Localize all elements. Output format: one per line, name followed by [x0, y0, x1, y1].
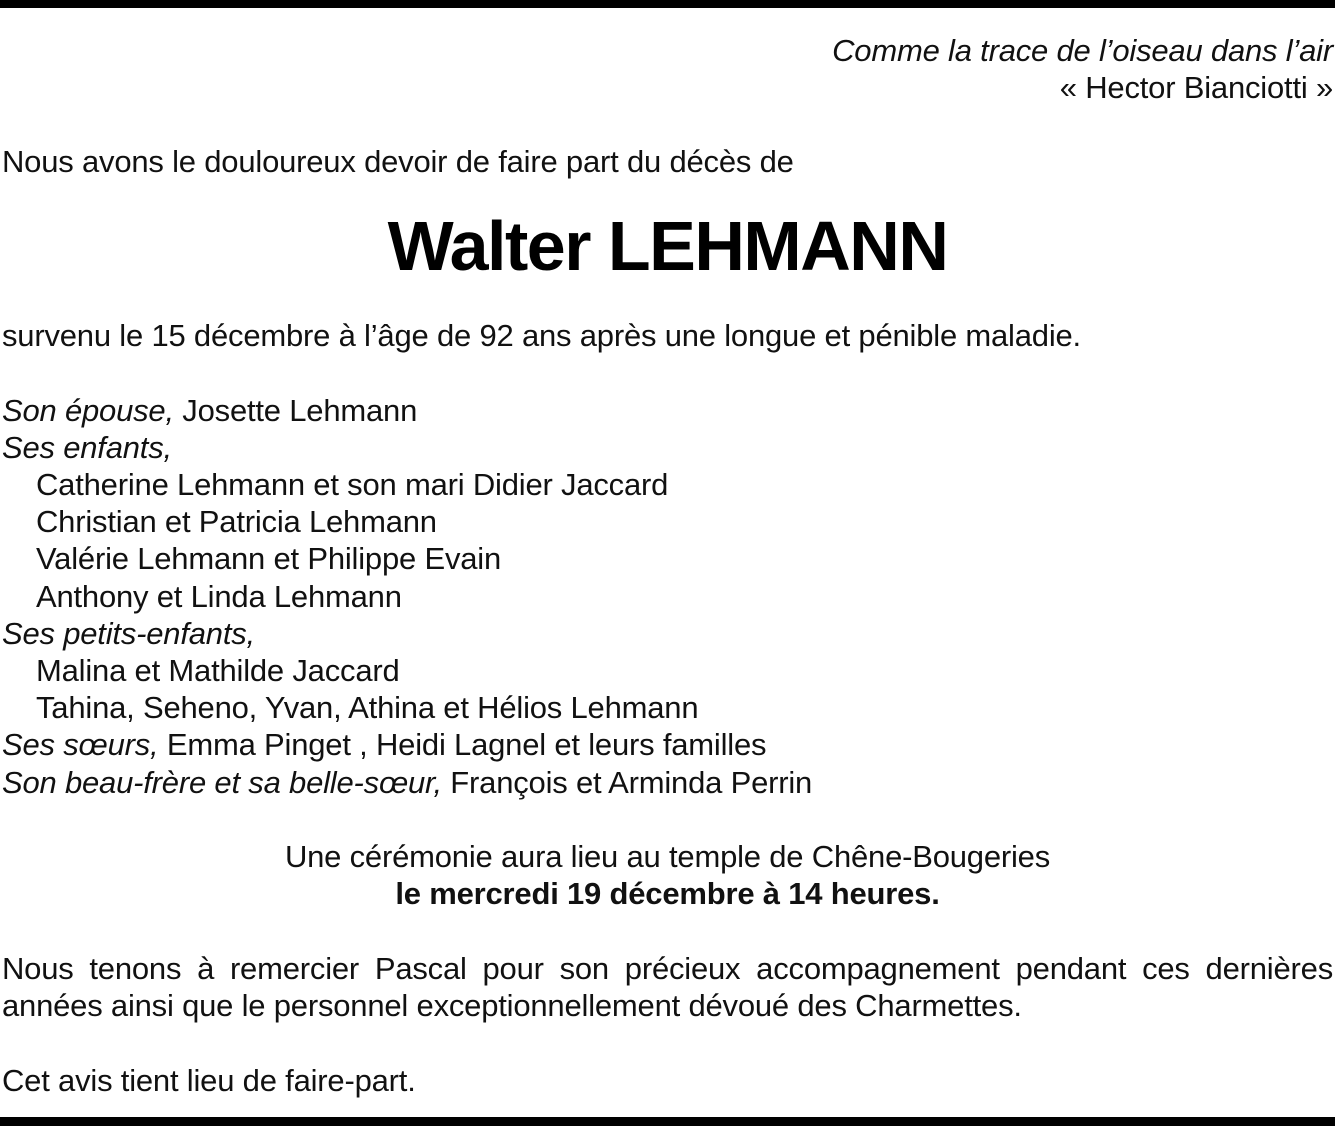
family-spouse	[2, 392, 417, 429]
sisters-role: Ses sœurs,	[2, 727, 159, 762]
sisters-names: Emma Pinget , Heidi Lagnel et leurs familles	[158, 727, 767, 762]
child-entry: Valérie Lehmann et Philippe Evain	[36, 541, 502, 576]
ceremony-datetime: le mercredi 19 décembre à 14 heures.	[395, 876, 940, 911]
child-entry: Catherine Lehmann et son mari Didier Jaccard	[36, 467, 669, 502]
child-entry: Christian et Patricia Lehmann	[36, 504, 437, 539]
grandchild-entry: Malina et Mathilde Jaccard	[36, 653, 400, 688]
epigraph-author: « Hector Bianciotti »	[1059, 70, 1333, 105]
intro-text: Nous avons le douloureux devoir de faire part du décès de	[2, 144, 794, 179]
closing-note: Cet avis tient lieu de faire-part.	[2, 1063, 416, 1098]
spouse-names: Josette Lehmann	[173, 393, 418, 428]
grandchildren-role: Ses petits-enfants,	[2, 616, 255, 651]
family-in-laws	[2, 764, 812, 801]
family-sisters	[2, 726, 766, 763]
child-entry: Anthony et Linda Lehmann	[36, 579, 402, 614]
ceremony-place: Une cérémonie aura lieu au temple de Chêne-Bougeries	[284, 839, 1051, 874]
top-rule	[0, 0, 1335, 8]
in-laws-names: François et Arminda Perrin	[441, 765, 813, 800]
children-role: Ses enfants,	[2, 430, 172, 465]
spouse-role: Son épouse,	[2, 393, 174, 428]
death-details: survenu le 15 décembre à l’âge de 92 ans après une longue et pénible maladie.	[2, 318, 1081, 353]
thanks-paragraph: Nous tenons à remercier Pascal pour son précieux accompagnement pendant ces dernières années ainsi que le personnel exceptionnellement dévoué des Charmettes.	[2, 951, 1333, 1023]
epigraph-quote: Comme la trace de l’oiseau dans l’air	[832, 33, 1333, 68]
bottom-rule	[0, 1117, 1335, 1126]
in-laws-role: Son beau-frère et sa belle-sœur,	[2, 765, 442, 800]
grandchild-entry: Tahina, Seheno, Yvan, Athina et Hélios Lehmann	[36, 690, 699, 725]
deceased-name: Walter LEHMANN	[387, 207, 948, 285]
